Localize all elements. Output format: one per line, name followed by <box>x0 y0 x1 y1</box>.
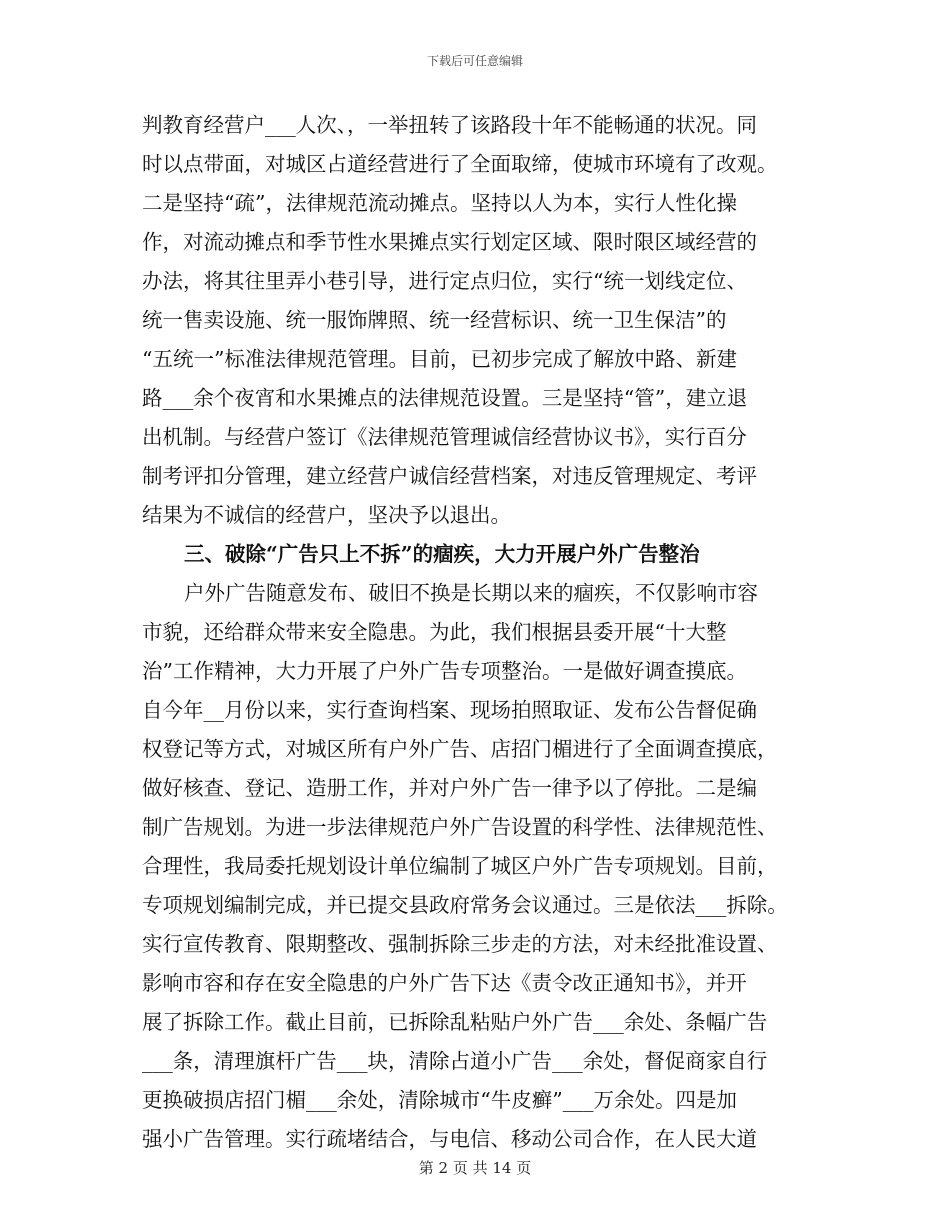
document-body <box>142 106 817 1159</box>
text-line: 影响市容和存在安全隐患的户外广告下达《责令改正通知书》，并开 <box>142 971 747 995</box>
text-line: 展了拆除工作。截止目前，已拆除乱粘贴户外广告___余处、条幅广告 <box>142 1010 768 1034</box>
text-line: 路___余个夜宵和水果摊点的法律规范设置。三是坚持“管”，建立退 <box>142 386 748 410</box>
text-line: 专项规划编制完成，并已提交县政府常务会议通过。三是依法___拆除。 <box>142 893 788 917</box>
text-line: 强小广告管理。实行疏堵结合，与电信、移动公司合作，在人民大道 <box>142 1127 757 1151</box>
text-line: 出机制。与经营户签订《法律规范管理诚信经营协议书》，实行百分 <box>142 425 747 449</box>
text-line: 统一售卖设施、统一服饰牌照、统一经营标识、统一卫生保洁”的 <box>142 308 727 332</box>
text-line: 更换破损店招门楣___余处，清除城市“牛皮癣”___万余处。四是加 <box>142 1088 737 1112</box>
text-line: 自今年__月份以来，实行查询档案、现场拍照取证、发布公告督促确 <box>142 698 757 722</box>
text-line: 制考评扣分管理，建立经营户诚信经营档案，对违反管理规定、考评 <box>142 464 757 488</box>
text-line: 合理性，我局委托规划设计单位编制了城区户外广告专项规划。目前， <box>142 854 778 878</box>
text-line: 户外广告随意发布、破旧不换是长期以来的痼疾，不仅影响市容 <box>184 581 758 605</box>
text-line: 实行宣传教育、限期整改、强制拆除三步走的方法，对未经批准设置、 <box>142 932 778 956</box>
text-line: 制广告规划。为进一步法律规范户外广告设置的科学性、法律规范性、 <box>142 815 778 839</box>
text-line: 判教育经营户___人次、，一举扭转了该路段十年不能畅通的状况。同 <box>142 113 757 137</box>
text-line: ___条，清理旗杆广告___块，清除占道小广告___余处，督促商家自行 <box>142 1049 768 1073</box>
section-heading: 三、破除“广告只上不拆”的痼疾，大力开展户外广告整治 <box>184 542 700 566</box>
text-line: 做好核查、登记、造册工作，并对户外广告一律予以了停批。二是编 <box>142 776 757 800</box>
text-line: 办法，将其往里弄小巷引导，进行定点归位，实行“统一划线定位、 <box>142 269 747 293</box>
text-line: 市貌，还给群众带来安全隐患。为此，我们根据县委开展“十大整 <box>142 620 727 644</box>
page-header: 下载后可任意编辑 <box>426 54 523 68</box>
page-footer: 第 2 页 共 14 页 <box>418 1159 532 1177</box>
text-line: 二是坚持“疏”，法律规范流动摊点。坚持以人为本，实行人性化操 <box>142 191 737 215</box>
text-line: “五统一”标准法律规范管理。目前，已初步完成了解放中路、新建 <box>142 347 737 371</box>
text-line: 作，对流动摊点和季节性水果摊点实行划定区域、限时限区域经营的 <box>142 230 757 254</box>
text-line: 结果为不诚信的经营户，坚决予以退出。 <box>142 503 511 527</box>
text-line: 权登记等方式，对城区所有户外广告、店招门楣进行了全面调查摸底， <box>142 737 778 761</box>
text-line: 治”工作精神，大力开展了户外广告专项整治。一是做好调查摸底。 <box>142 659 747 683</box>
text-line: 时以点带面，对城区占道经营进行了全面取缔，使城市环境有了改观。 <box>142 152 778 176</box>
